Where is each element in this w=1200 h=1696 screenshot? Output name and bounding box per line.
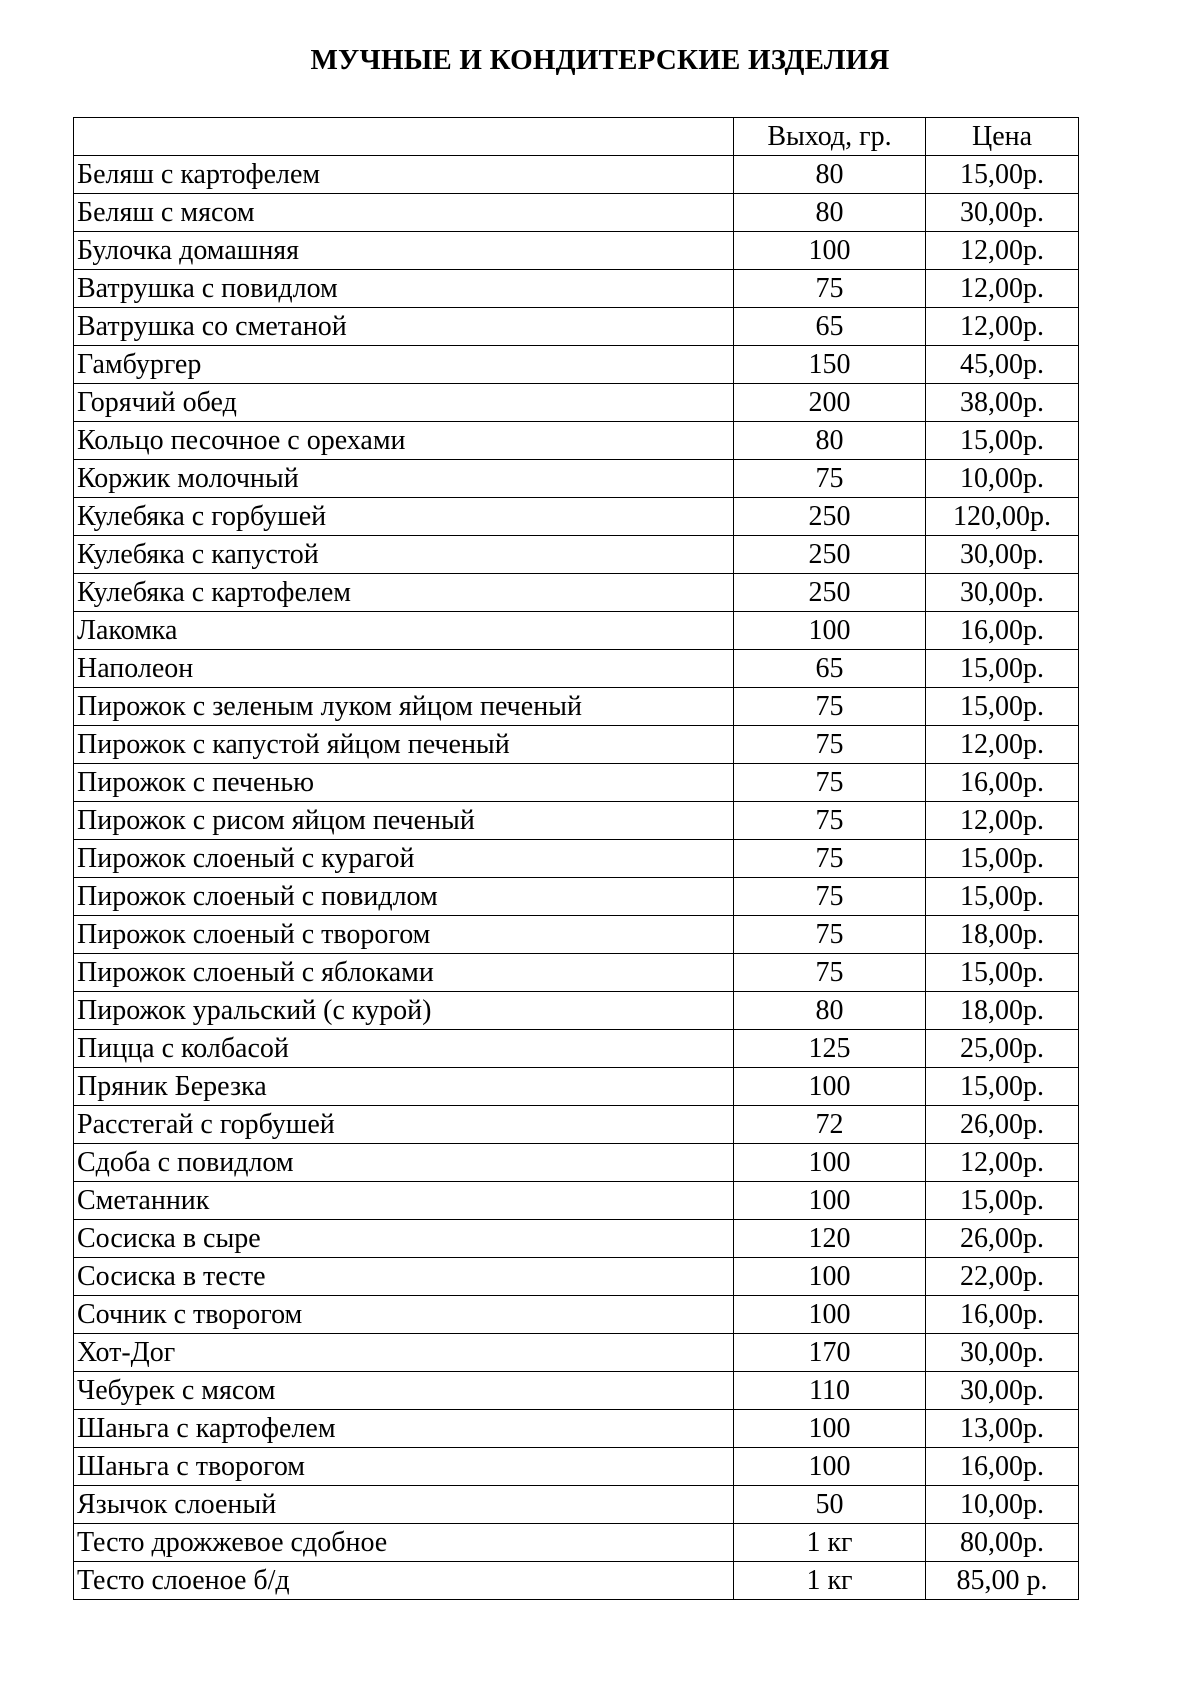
product-yield: 75 (734, 840, 926, 878)
product-yield: 65 (734, 650, 926, 688)
product-price: 30,00р. (926, 574, 1079, 612)
product-price: 12,00р. (926, 726, 1079, 764)
table-row (74, 1144, 1079, 1182)
product-name: Ватрушка с повидлом (74, 270, 734, 308)
table-row (74, 1068, 1079, 1106)
product-yield: 75 (734, 916, 926, 954)
table-row (74, 422, 1079, 460)
product-price: 80,00р. (926, 1524, 1079, 1562)
product-yield: 75 (734, 878, 926, 916)
product-yield: 65 (734, 308, 926, 346)
product-name: Горячий обед (74, 384, 734, 422)
product-price: 12,00р. (926, 308, 1079, 346)
product-name: Сдоба с повидлом (74, 1144, 734, 1182)
table-row (74, 346, 1079, 384)
product-yield: 75 (734, 270, 926, 308)
product-price: 15,00р. (926, 878, 1079, 916)
product-name: Пирожок слоеный с повидлом (74, 878, 734, 916)
product-name: Пицца с колбасой (74, 1030, 734, 1068)
table-row (74, 1410, 1079, 1448)
table-row (74, 384, 1079, 422)
product-yield: 75 (734, 764, 926, 802)
product-name: Расстегай с горбушей (74, 1106, 734, 1144)
product-price: 15,00р. (926, 954, 1079, 992)
product-price: 12,00р. (926, 270, 1079, 308)
product-yield: 100 (734, 1410, 926, 1448)
product-name: Сочник с творогом (74, 1296, 734, 1334)
table-row (74, 878, 1079, 916)
product-price: 25,00р. (926, 1030, 1079, 1068)
product-price: 15,00р. (926, 688, 1079, 726)
product-name: Шаньга с творогом (74, 1448, 734, 1486)
table-row (74, 308, 1079, 346)
product-name: Пирожок слоеный с курагой (74, 840, 734, 878)
product-price: 12,00р. (926, 802, 1079, 840)
table-row (74, 1258, 1079, 1296)
product-yield: 1 кг (734, 1562, 926, 1600)
table-body (74, 118, 1079, 1600)
product-name: Ватрушка со сметаной (74, 308, 734, 346)
product-name: Беляш с картофелем (74, 156, 734, 194)
product-price: 15,00р. (926, 422, 1079, 460)
table-row (74, 726, 1079, 764)
product-yield: 75 (734, 954, 926, 992)
product-price: 15,00р. (926, 156, 1079, 194)
product-yield: 75 (734, 460, 926, 498)
product-name: Беляш с мясом (74, 194, 734, 232)
product-yield: 75 (734, 688, 926, 726)
table-row (74, 688, 1079, 726)
product-name: Булочка домашняя (74, 232, 734, 270)
table-row (74, 954, 1079, 992)
product-price: 22,00р. (926, 1258, 1079, 1296)
product-yield: 75 (734, 726, 926, 764)
product-name: Пирожок слоеный с яблоками (74, 954, 734, 992)
product-price: 16,00р. (926, 1296, 1079, 1334)
product-name: Тесто дрожжевое сдобное (74, 1524, 734, 1562)
table-row (74, 802, 1079, 840)
table-row (74, 612, 1079, 650)
product-yield: 100 (734, 1296, 926, 1334)
product-yield: 120 (734, 1220, 926, 1258)
product-yield: 50 (734, 1486, 926, 1524)
product-price: 15,00р. (926, 1068, 1079, 1106)
product-price: 30,00р. (926, 1372, 1079, 1410)
product-name: Пирожок с капустой яйцом печеный (74, 726, 734, 764)
page-title: МУЧНЫЕ И КОНДИТЕРСКИЕ ИЗДЕЛИЯ (310, 44, 890, 76)
product-name: Тесто слоеное б/д (74, 1562, 734, 1600)
product-name: Пирожок слоеный с творогом (74, 916, 734, 954)
product-yield: 110 (734, 1372, 926, 1410)
product-yield: 1 кг (734, 1524, 926, 1562)
product-price: 120,00р. (926, 498, 1079, 536)
product-price: 12,00р. (926, 232, 1079, 270)
product-price: 13,00р. (926, 1410, 1079, 1448)
product-yield: 250 (734, 536, 926, 574)
table-row (74, 1296, 1079, 1334)
product-price: 38,00р. (926, 384, 1079, 422)
table-row (74, 156, 1079, 194)
product-price: 85,00 р. (926, 1562, 1079, 1600)
table-row (74, 1486, 1079, 1524)
table-row (74, 992, 1079, 1030)
product-yield: 80 (734, 156, 926, 194)
table-row (74, 194, 1079, 232)
table-header-row (74, 118, 1079, 156)
product-name: Пирожок уральский (с курой) (74, 992, 734, 1030)
product-yield: 80 (734, 992, 926, 1030)
product-price: 18,00р. (926, 916, 1079, 954)
product-yield: 80 (734, 194, 926, 232)
table-row (74, 574, 1079, 612)
product-yield: 250 (734, 574, 926, 612)
product-name: Кулебяка с горбушей (74, 498, 734, 536)
table-row (74, 1334, 1079, 1372)
table-row (74, 1372, 1079, 1410)
product-name: Пирожок с зеленым луком яйцом печеный (74, 688, 734, 726)
product-price: 45,00р. (926, 346, 1079, 384)
product-yield: 125 (734, 1030, 926, 1068)
product-yield: 100 (734, 1258, 926, 1296)
product-yield: 72 (734, 1106, 926, 1144)
table-row (74, 764, 1079, 802)
product-name: Лакомка (74, 612, 734, 650)
product-price: 26,00р. (926, 1106, 1079, 1144)
header-name (74, 118, 734, 156)
product-name: Шаньга с картофелем (74, 1410, 734, 1448)
product-name: Гамбургер (74, 346, 734, 384)
table-row (74, 536, 1079, 574)
product-yield: 100 (734, 1182, 926, 1220)
table-row (74, 1562, 1079, 1600)
product-name: Язычок слоеный (74, 1486, 734, 1524)
table-row (74, 1030, 1079, 1068)
product-price: 26,00р. (926, 1220, 1079, 1258)
table-row (74, 498, 1079, 536)
product-price: 10,00р. (926, 1486, 1079, 1524)
product-price: 10,00р. (926, 460, 1079, 498)
product-name: Пирожок с печенью (74, 764, 734, 802)
product-price: 30,00р. (926, 1334, 1079, 1372)
table-row (74, 1220, 1079, 1258)
product-price: 16,00р. (926, 612, 1079, 650)
product-name: Сосиска в сыре (74, 1220, 734, 1258)
product-name: Кулебяка с капустой (74, 536, 734, 574)
product-name: Пирожок с рисом яйцом печеный (74, 802, 734, 840)
product-price: 15,00р. (926, 840, 1079, 878)
product-yield: 100 (734, 1144, 926, 1182)
product-price: 30,00р. (926, 536, 1079, 574)
table-row (74, 1182, 1079, 1220)
table-row (74, 1448, 1079, 1486)
header-price: Цена (926, 118, 1079, 156)
product-yield: 200 (734, 384, 926, 422)
product-name: Чебурек с мясом (74, 1372, 734, 1410)
table-row (74, 650, 1079, 688)
product-name: Кольцо песочное с орехами (74, 422, 734, 460)
product-price: 15,00р. (926, 650, 1079, 688)
product-price: 16,00р. (926, 1448, 1079, 1486)
product-name: Наполеон (74, 650, 734, 688)
table-row (74, 1106, 1079, 1144)
price-table (73, 117, 1079, 1600)
header-yield: Выход, гр. (734, 118, 926, 156)
table-row (74, 232, 1079, 270)
table-row (74, 460, 1079, 498)
product-yield: 150 (734, 346, 926, 384)
product-yield: 75 (734, 802, 926, 840)
product-yield: 250 (734, 498, 926, 536)
product-yield: 100 (734, 232, 926, 270)
product-price: 12,00р. (926, 1144, 1079, 1182)
product-yield: 100 (734, 612, 926, 650)
product-yield: 100 (734, 1068, 926, 1106)
table-row (74, 270, 1079, 308)
product-price: 16,00р. (926, 764, 1079, 802)
product-yield: 80 (734, 422, 926, 460)
product-price: 18,00р. (926, 992, 1079, 1030)
product-name: Коржик молочный (74, 460, 734, 498)
product-name: Сметанник (74, 1182, 734, 1220)
product-price: 30,00р. (926, 194, 1079, 232)
table-row (74, 1524, 1079, 1562)
product-name: Кулебяка с картофелем (74, 574, 734, 612)
product-name: Сосиска в тесте (74, 1258, 734, 1296)
product-yield: 100 (734, 1448, 926, 1486)
product-name: Хот-Дог (74, 1334, 734, 1372)
product-name: Пряник Березка (74, 1068, 734, 1106)
table-row (74, 840, 1079, 878)
table-row (74, 916, 1079, 954)
product-price: 15,00р. (926, 1182, 1079, 1220)
product-yield: 170 (734, 1334, 926, 1372)
